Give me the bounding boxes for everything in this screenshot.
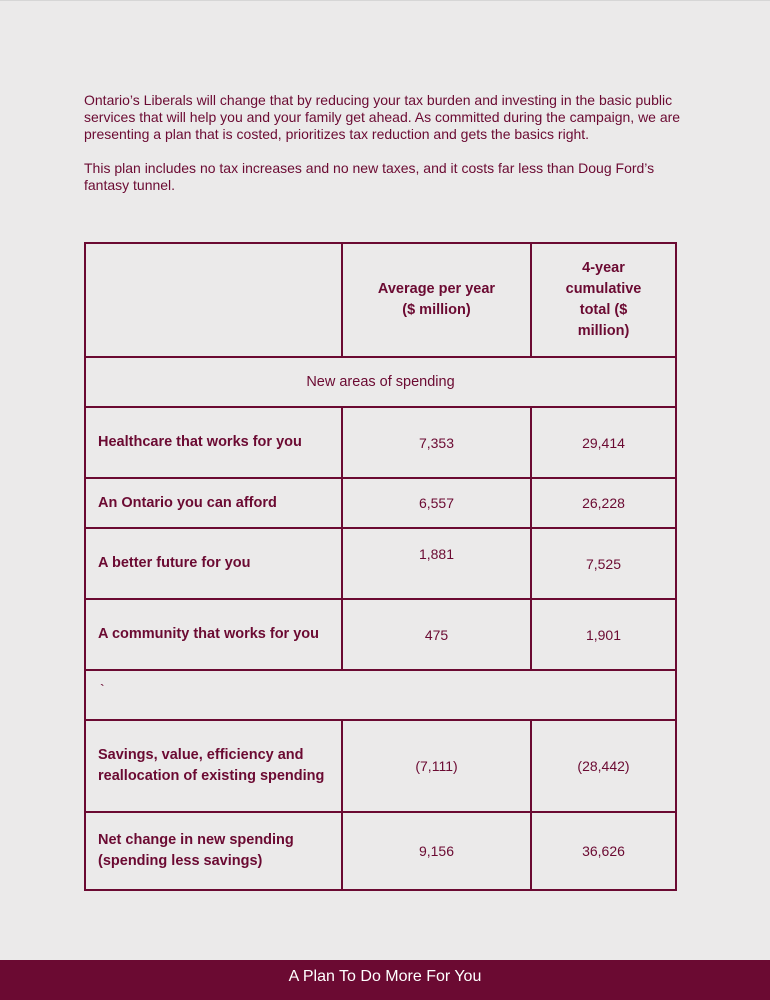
separator-mark: ` bbox=[85, 670, 676, 720]
spending-table bbox=[84, 242, 677, 891]
page-top-rule bbox=[0, 0, 770, 1]
net-change-total: 36,626 bbox=[531, 812, 676, 890]
header-cumulative-total: 4-year cumulative total ($ million) bbox=[531, 243, 676, 357]
savings-average: (7,111) bbox=[342, 720, 531, 812]
footer-text: A Plan To Do More For You bbox=[288, 968, 482, 985]
row-average: 475 bbox=[342, 599, 531, 670]
footer-banner bbox=[0, 960, 770, 1000]
row-label: An Ontario you can afford bbox=[85, 478, 342, 528]
section-label: New areas of spending bbox=[85, 357, 676, 407]
separator-row bbox=[85, 670, 676, 720]
row-total: 29,414 bbox=[531, 407, 676, 478]
net-change-label: Net change in new spending (spending less savings) bbox=[85, 812, 342, 890]
table-row bbox=[85, 407, 676, 478]
row-label: Healthcare that works for you bbox=[85, 407, 342, 478]
intro-paragraph-2: This plan includes no tax increases and no new taxes, and it costs far less than Doug Ford’s fantasy tunnel. bbox=[84, 160, 655, 193]
net-change-row bbox=[85, 812, 676, 890]
intro-paragraph-1: Ontario’s Liberals will change that by reducing your tax burden and investing in the basic public services that will help you and your family get ahead. As committed during the campaign, we are presenting a plan that is costed, prioritizes tax reduction and gets the basics right. bbox=[84, 92, 681, 142]
net-change-average: 9,156 bbox=[342, 812, 531, 890]
row-total: 26,228 bbox=[531, 478, 676, 528]
row-average: 7,353 bbox=[342, 407, 531, 478]
savings-label: Savings, value, efficiency and reallocation of existing spending bbox=[85, 720, 342, 812]
row-average bbox=[342, 528, 531, 599]
row-label: A community that works for you bbox=[85, 599, 342, 670]
section-row bbox=[85, 357, 676, 407]
row-average: 6,557 bbox=[342, 478, 531, 528]
header-average-per-year: Average per year ($ million) bbox=[342, 243, 531, 357]
table-row bbox=[85, 599, 676, 670]
table-row bbox=[85, 478, 676, 528]
table-row bbox=[85, 528, 676, 599]
row-label: A better future for you bbox=[85, 528, 342, 599]
table-header-row bbox=[85, 243, 676, 357]
header-blank-cell bbox=[85, 243, 342, 357]
row-average-value: 1,881 bbox=[418, 545, 455, 562]
row-total: 7,525 bbox=[531, 528, 676, 599]
savings-row bbox=[85, 720, 676, 812]
row-total: 1,901 bbox=[531, 599, 676, 670]
intro-text bbox=[84, 92, 684, 194]
savings-total: (28,442) bbox=[531, 720, 676, 812]
